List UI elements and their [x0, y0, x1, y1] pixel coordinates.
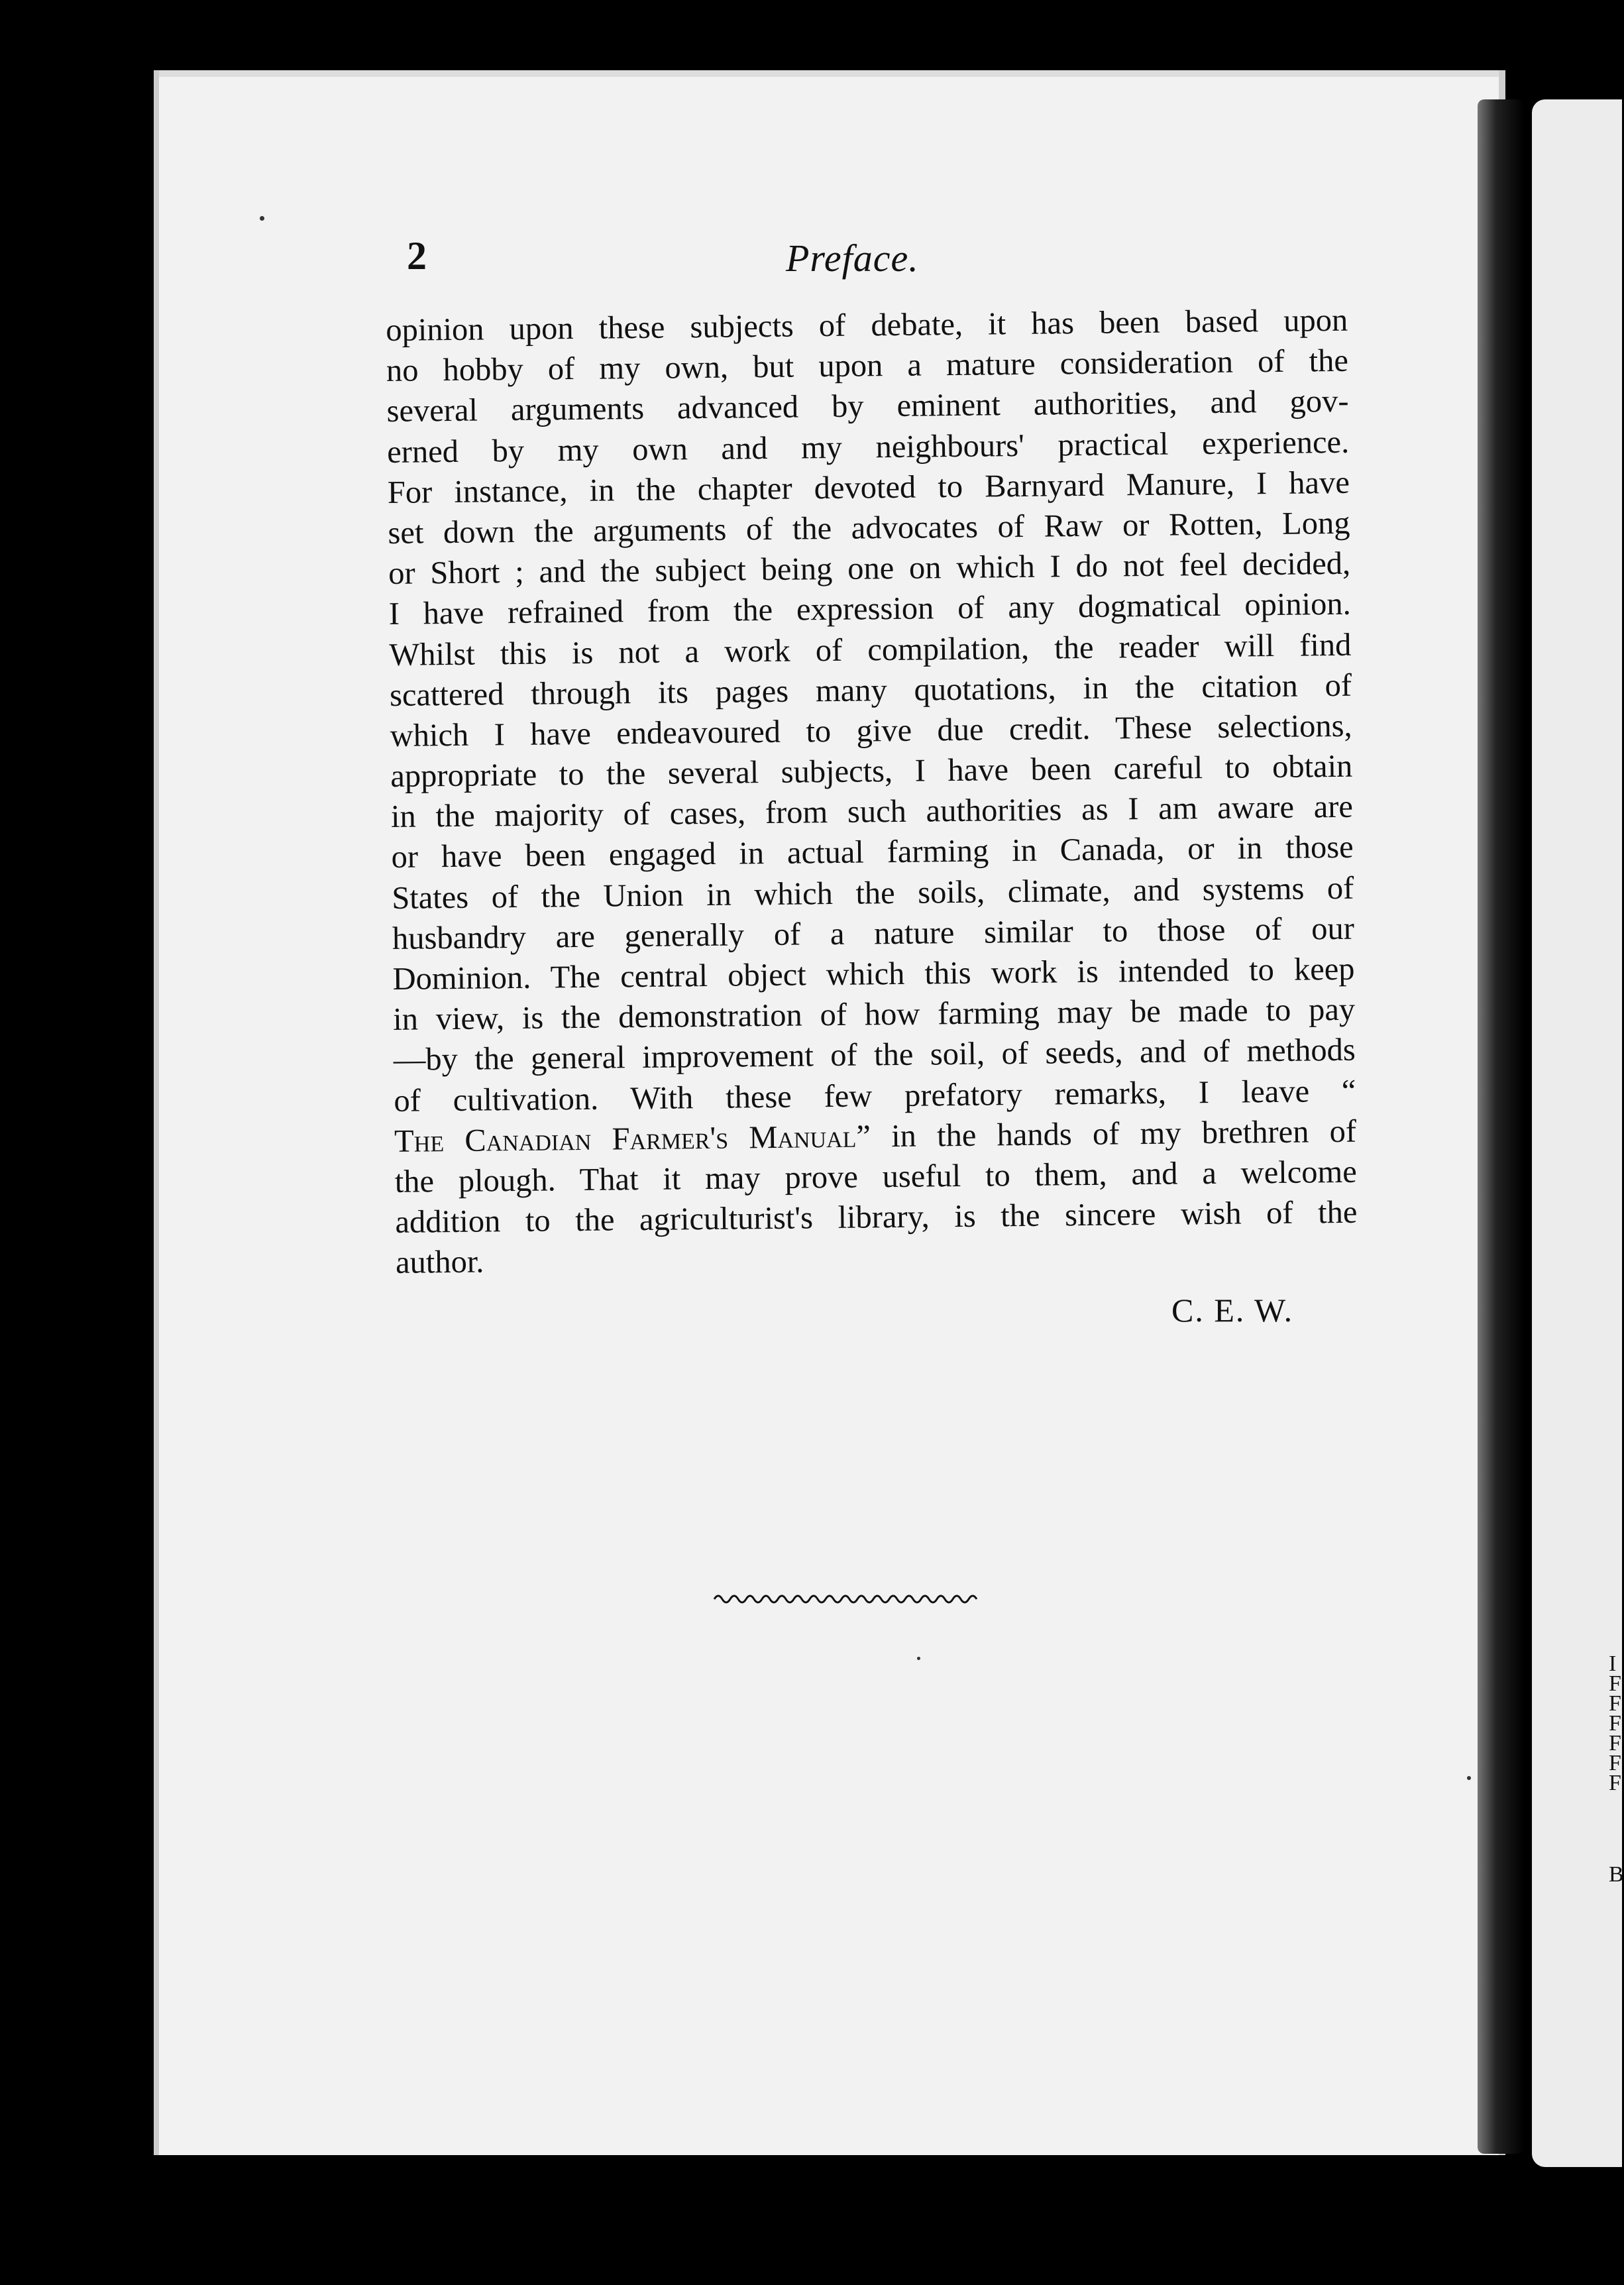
text-line: Dominion. The central object which this work is intended to keep: [392, 951, 1355, 997]
text-line: States of the Union in which the soils, climate, and systems of: [392, 870, 1354, 916]
text-line: appropriate to the several subjects, I have been careful to obtain: [390, 748, 1353, 795]
text-line: author.: [395, 1244, 484, 1281]
adjacent-initial: F: [1609, 1671, 1621, 1696]
adjacent-initial: F: [1609, 1771, 1621, 1795]
adjacent-page-initials: [1609, 1651, 1622, 1795]
text-line: in view, is the demonstration of how farming may be made to pay: [392, 991, 1356, 1038]
text-fragment: ” in the hands of my brethren of: [856, 1113, 1357, 1154]
preface-body: [386, 300, 1358, 1284]
text-line: or Short ; and the subject being one on which I do not feel decided,: [388, 545, 1351, 592]
adjacent-initial: F: [1609, 1691, 1621, 1716]
text-line: For instance, in the chapter devoted to Barnyard Manure, I have: [387, 465, 1350, 510]
adjacent-initial: F: [1609, 1731, 1621, 1756]
adjacent-initial: F: [1609, 1711, 1621, 1736]
text-line: in the majority of cases, from such authorities as I am aware are: [390, 789, 1354, 835]
adjacent-page-edge: [1532, 99, 1622, 2167]
text-line: opinion upon these subjects of debate, it has been based upon: [386, 302, 1348, 348]
page-number: 2: [407, 234, 427, 278]
text-line: no hobby of my own, but upon a mature consideration of the: [386, 343, 1349, 389]
text-line: of cultivation. With these few prefatory remarks, I leave “: [394, 1073, 1356, 1119]
text-line: scattered through its pages many quotations, in the citation of: [389, 667, 1352, 713]
scan-speck: [260, 216, 264, 221]
adjacent-initial: I: [1609, 1651, 1617, 1676]
scan-speck: [1467, 1776, 1471, 1780]
text-line: which I have endeavoured to give due credit. These selections,: [390, 708, 1352, 753]
running-title: Preface.: [786, 237, 919, 280]
text-line: husbandry are generally of a nature similar to those of our: [392, 911, 1355, 956]
text-line: several arguments advanced by eminent authorities, and gov-: [386, 384, 1349, 429]
adjacent-initial: F: [1609, 1751, 1621, 1775]
wavy-rule-ornament: [714, 1589, 979, 1609]
text-line: set down the arguments of the advocates of Raw or Rotten, Long: [388, 505, 1350, 551]
text-line: I have refrained from the expression of any dogmatical opinion.: [388, 586, 1352, 632]
book-title: The Canadian Farmer's Manual: [394, 1119, 857, 1159]
text-line: or have been engaged in actual farming in Canada, or in those: [391, 830, 1354, 875]
text-line: —by the general improvement of the soil, of seeds, and of methods: [393, 1032, 1356, 1078]
text-line: addition to the agriculturist's library, is the sincere wish of the: [395, 1194, 1358, 1241]
scan-speck: [917, 1657, 920, 1660]
text-line: the plough. That it may prove useful to them, and a welcome: [394, 1154, 1357, 1199]
book-spine: [1478, 99, 1524, 2154]
adjacent-lower-initial: B: [1609, 1862, 1624, 1887]
text-line: Whilst this is not a work of compilation, the reader will find: [389, 627, 1352, 673]
author-signature: C. E. W.: [1171, 1292, 1294, 1329]
text-line: erned by my own and my neighbours' practical experience.: [386, 424, 1350, 470]
